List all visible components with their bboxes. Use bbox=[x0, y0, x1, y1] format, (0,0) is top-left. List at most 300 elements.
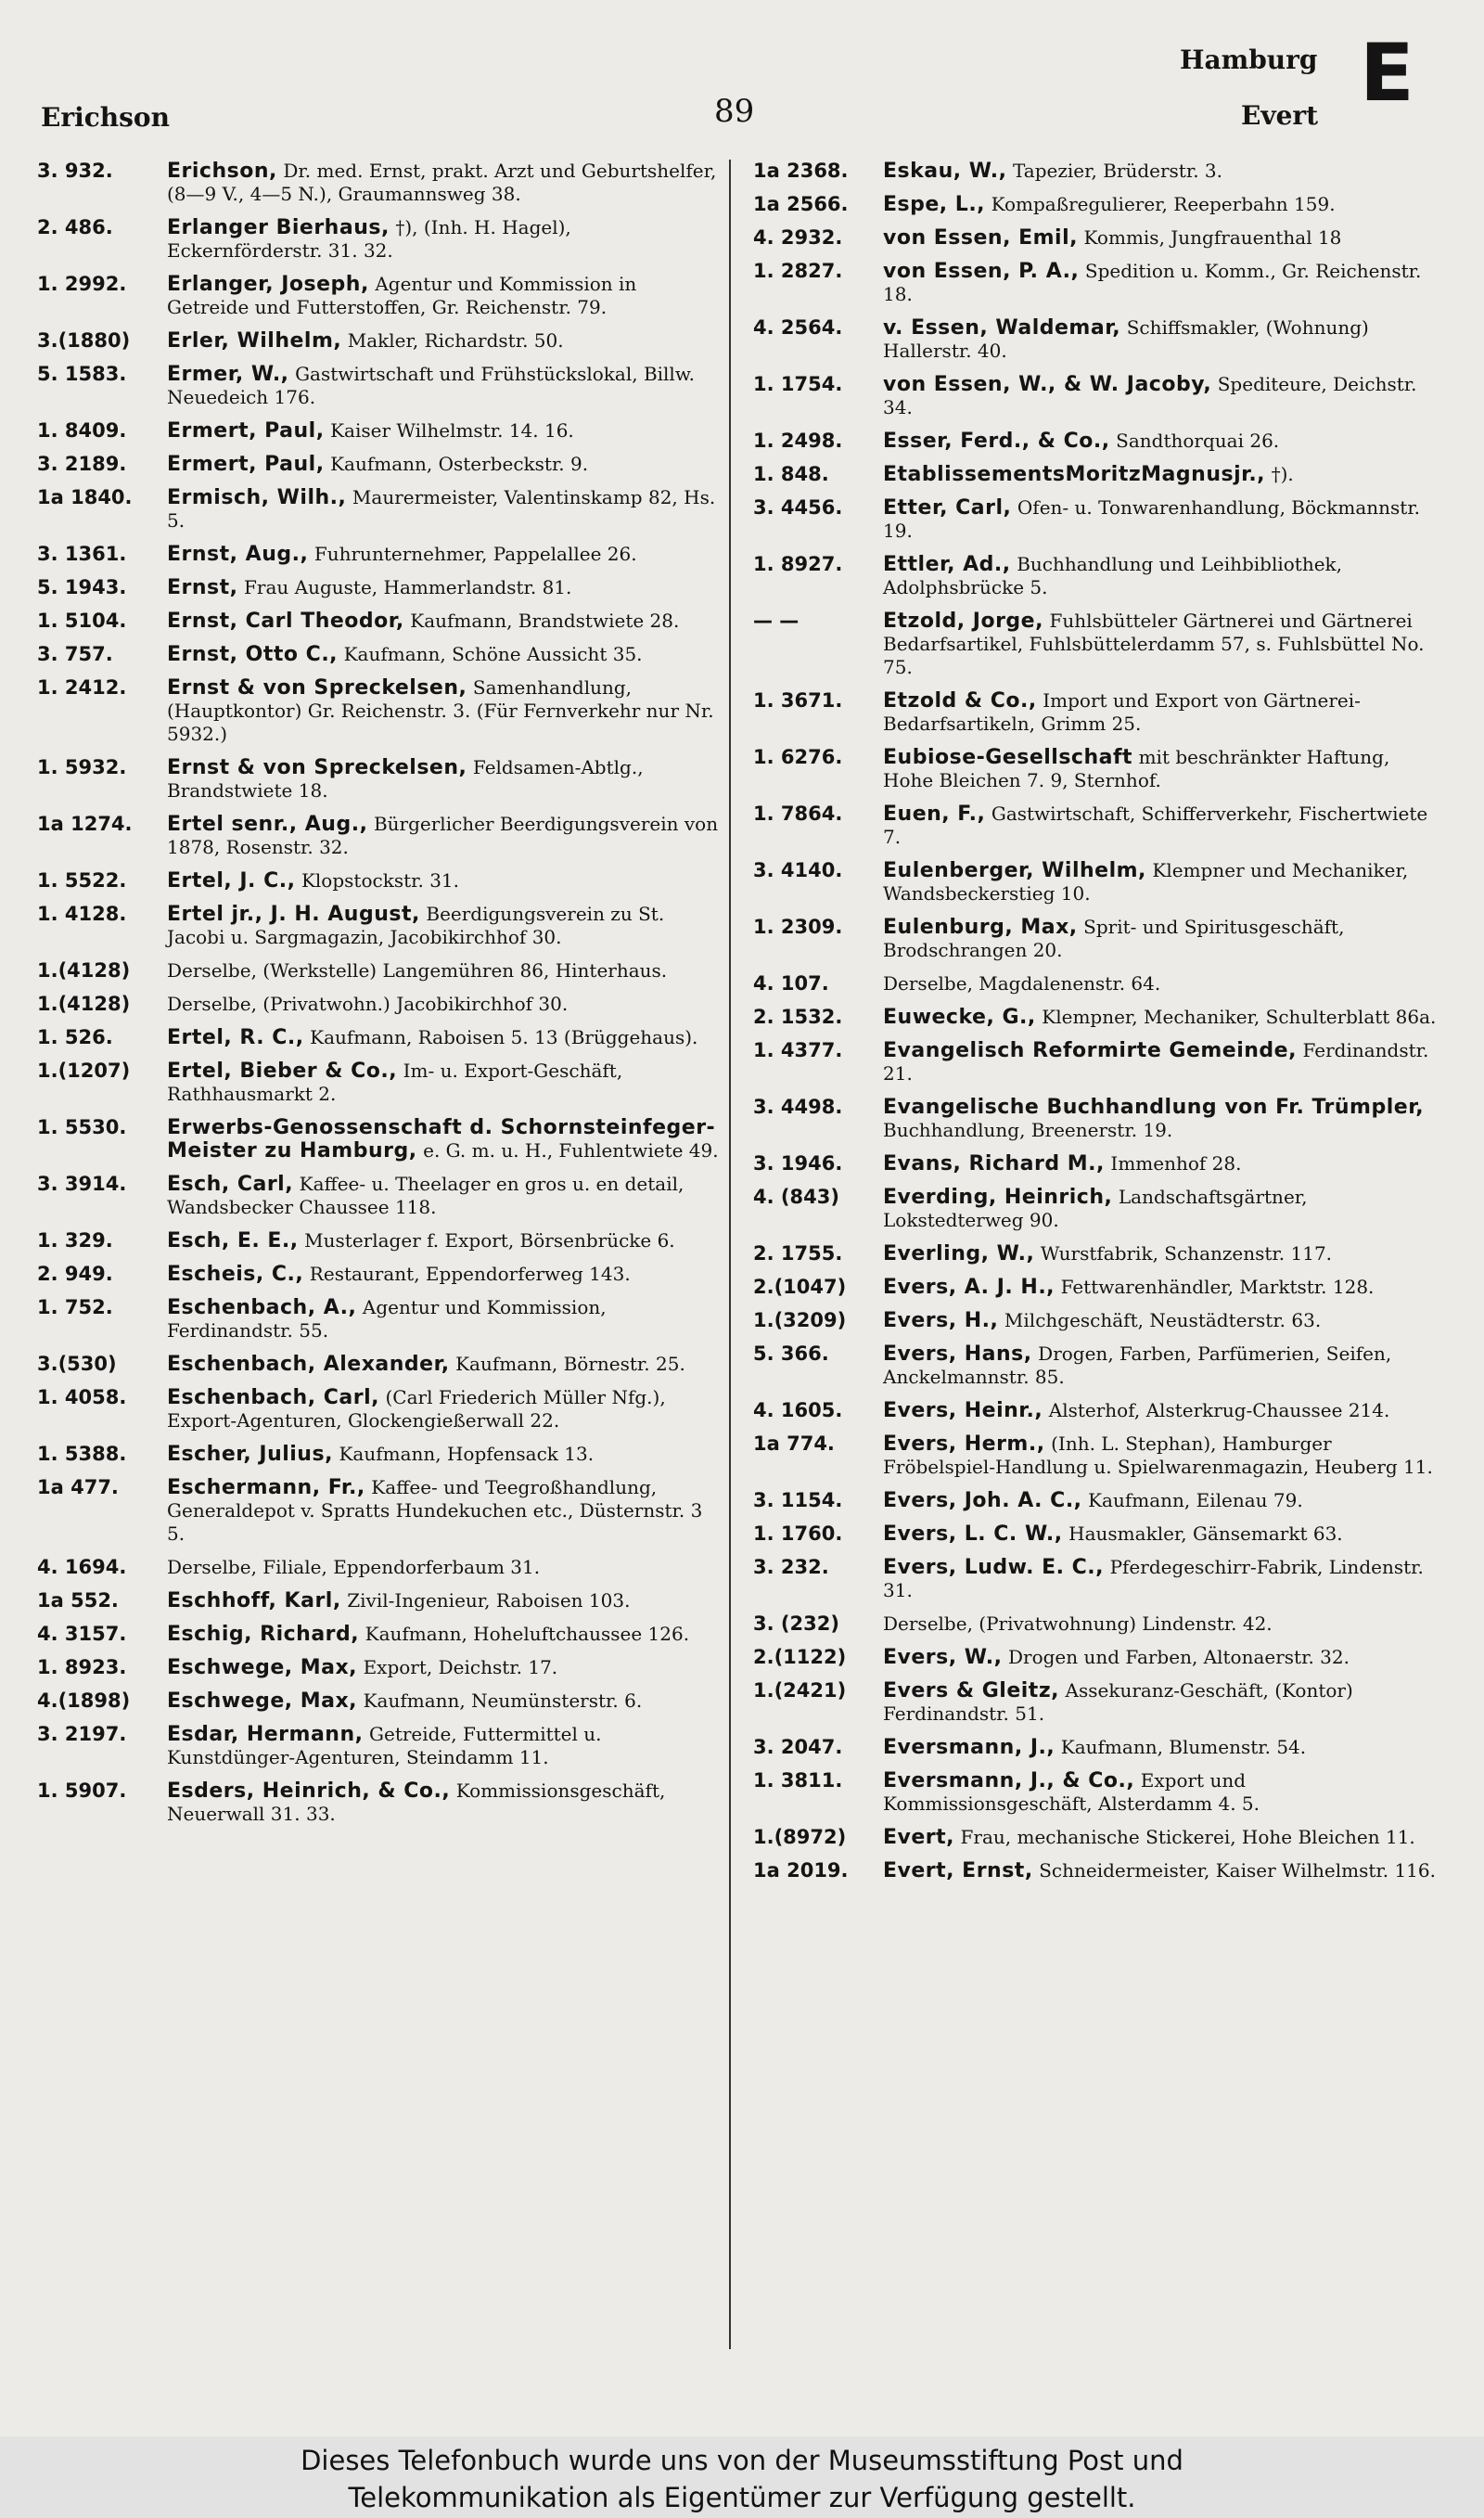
directory-entry bbox=[37, 1779, 723, 1826]
phone-number: 1. 8923. bbox=[37, 1656, 127, 1678]
entry-name: Ernst, bbox=[167, 576, 238, 599]
entry-name: Ermisch, Wilh., bbox=[167, 486, 347, 509]
entry-name: Erwerbs-Genossenschaft d. Schornsteinfeger-Meister zu Hamburg, bbox=[167, 1116, 716, 1163]
directory-entry bbox=[37, 1556, 723, 1579]
directory-entry bbox=[753, 1859, 1439, 1882]
entry-name: Evert, bbox=[883, 1826, 955, 1849]
column-divider bbox=[729, 160, 731, 2349]
phone-number: 3. 3914. bbox=[37, 1173, 127, 1195]
phone-number: 1a 774. bbox=[753, 1432, 835, 1455]
entry-name: Everding, Heinrich, bbox=[883, 1186, 1113, 1209]
phone-number: 4.(1898) bbox=[37, 1689, 131, 1712]
entry-detail: Kaufmann, Hoheluftchaussee 126. bbox=[365, 1623, 690, 1645]
entry-name: Erler, Wilhelm, bbox=[167, 329, 342, 353]
entry-detail: Klempner und Mechaniker, Wandsbeckerstieg 10. bbox=[883, 859, 1409, 905]
entry-name: von Essen, Emil, bbox=[883, 226, 1078, 250]
directory-entry bbox=[753, 1556, 1439, 1602]
entry-name: Evers, H., bbox=[883, 1309, 999, 1332]
entry-detail: Restaurant, Eppendorferweg 143. bbox=[309, 1263, 631, 1285]
phone-number: 3. 932. bbox=[37, 160, 113, 182]
phone-number: 3.(1880) bbox=[37, 329, 131, 352]
phone-number: 4. 1694. bbox=[37, 1556, 127, 1578]
entry-detail: Fuhlsbütteler Gärtnerei und Gärtnerei Bedarfsartikel, Fuhlsbüttelerdamm 57, s. Fuhlsbüttel No. 75. bbox=[883, 610, 1425, 678]
footer-line-2: Telekommunikation als Eigentümer zur Verfügung gestellt. bbox=[348, 2482, 1136, 2513]
directory-entry bbox=[37, 1656, 723, 1679]
entry-name: Ertel, R. C., bbox=[167, 1026, 304, 1049]
entry-detail: Derselbe, (Privatwohnung) Lindenstr. 42. bbox=[883, 1612, 1273, 1635]
phone-number: 3. (232) bbox=[753, 1612, 839, 1635]
entry-detail: Schneidermeister, Kaiser Wilhelmstr. 116. bbox=[1039, 1859, 1436, 1882]
entry-detail: Kaufmann, Eilenau 79. bbox=[1088, 1489, 1303, 1511]
phone-number: 1.(8972) bbox=[753, 1826, 847, 1848]
entry-detail: Schiffsmakler, (Wohnung) Hallerstr. 40. bbox=[883, 316, 1369, 362]
directory-entry bbox=[37, 486, 723, 533]
entry-detail: Getreide, Futtermittel u. Kunstdünger-Agenturen, Steindamm 11. bbox=[167, 1723, 602, 1768]
phone-number: 3. 4140. bbox=[753, 859, 843, 881]
directory-entry bbox=[753, 496, 1439, 543]
phone-number: 1a 1274. bbox=[37, 813, 133, 835]
entry-detail: e. G. m. u. H., Fuhlentwiete 49. bbox=[423, 1139, 719, 1162]
phone-number: 1.(4128) bbox=[37, 993, 131, 1015]
phone-number: 3. 2197. bbox=[37, 1723, 127, 1745]
entry-detail: (Carl Friederich Müller Nfg.), Export-Agenturen, Glockengießerwall 22. bbox=[167, 1386, 666, 1432]
entry-detail: (Inh. L. Stephan), Hamburger Fröbelspiel-Handlung u. Spielwarenmagazin, Heuberg 11. bbox=[883, 1432, 1433, 1478]
entry-name: Euwecke, G., bbox=[883, 1006, 1036, 1029]
directory-entry bbox=[37, 643, 723, 666]
directory-entry bbox=[753, 463, 1439, 486]
directory-entry bbox=[37, 993, 723, 1016]
entry-detail: Wurstfabrik, Schanzenstr. 117. bbox=[1040, 1242, 1333, 1265]
section-letter: E bbox=[1360, 27, 1414, 120]
directory-entry bbox=[37, 1296, 723, 1343]
entry-detail: Kaufmann, Neumünsterstr. 6. bbox=[363, 1689, 643, 1712]
directory-entry bbox=[753, 1769, 1439, 1816]
entry-name: Espe, L., bbox=[883, 193, 986, 216]
directory-entry bbox=[753, 1039, 1439, 1086]
entry-name: Eulenberger, Wilhelm, bbox=[883, 859, 1146, 882]
directory-entry bbox=[37, 1229, 723, 1253]
directory-entry bbox=[753, 1679, 1439, 1726]
directory-entry bbox=[37, 329, 723, 353]
entry-name: Esser, Ferd., & Co., bbox=[883, 430, 1110, 453]
entry-name: Eulenburg, Max, bbox=[883, 916, 1078, 939]
phone-number: 2. 1532. bbox=[753, 1006, 843, 1028]
phone-number: 1.(4128) bbox=[37, 959, 131, 982]
entry-detail: Gastwirtschaft und Frühstückslokal, Billw. Neuedeich 176. bbox=[167, 363, 695, 408]
phone-number: 2.(1047) bbox=[753, 1276, 847, 1298]
phone-number: 4. 2564. bbox=[753, 316, 843, 339]
phone-number: 1. 3811. bbox=[753, 1769, 843, 1792]
directory-entry bbox=[753, 916, 1439, 962]
entry-name: Etzold, Jorge, bbox=[883, 610, 1043, 633]
entry-detail: Kaufmann, Osterbeckstr. 9. bbox=[330, 453, 589, 475]
directory-entry bbox=[753, 1612, 1439, 1636]
phone-number: 1. 8409. bbox=[37, 419, 127, 442]
entry-name: Eubiose-Gesellschaft bbox=[883, 746, 1133, 769]
entry-name: Eschig, Richard, bbox=[167, 1623, 360, 1646]
directory-entry bbox=[753, 553, 1439, 599]
entry-detail: Kaufmann, Börnestr. 25. bbox=[455, 1353, 685, 1375]
entry-name: Ettler, Ad., bbox=[883, 553, 1011, 576]
left-column bbox=[37, 160, 723, 1836]
phone-number: 4. 1605. bbox=[753, 1399, 843, 1421]
phone-number: 1. 2412. bbox=[37, 676, 127, 699]
directory-entry bbox=[37, 1589, 723, 1612]
entry-name: Esch, Carl, bbox=[167, 1173, 294, 1196]
entry-detail: Zivil-Ingenieur, Raboisen 103. bbox=[347, 1589, 631, 1612]
phone-number: 1. 5530. bbox=[37, 1116, 127, 1138]
entry-name: Eschermann, Fr., bbox=[167, 1476, 365, 1499]
entry-name: Evers, W., bbox=[883, 1646, 1003, 1669]
entry-name: Ertel, J. C., bbox=[167, 869, 296, 893]
entry-detail: Agentur und Kommission in Getreide und Futterstoffen, Gr. Reichenstr. 79. bbox=[167, 273, 637, 318]
phone-number: 1. 5907. bbox=[37, 1779, 127, 1802]
entry-detail: †), (Inh. H. Hagel), Eckernförderstr. 31. 32. bbox=[167, 216, 571, 262]
entry-detail: Derselbe, (Privatwohn.) Jacobikirchhof 30. bbox=[167, 993, 569, 1015]
phone-number: 1.(3209) bbox=[753, 1309, 847, 1331]
entry-name: Eschwege, Max, bbox=[167, 1689, 358, 1713]
entry-detail: Klempner, Mechaniker, Schulterblatt 86a. bbox=[1042, 1006, 1437, 1028]
directory-entry bbox=[753, 193, 1439, 216]
entry-name: Esch, E. E., bbox=[167, 1229, 299, 1253]
entry-detail: Klopstockstr. 31. bbox=[301, 869, 459, 892]
phone-number: 1.(2421) bbox=[753, 1679, 847, 1702]
directory-entry bbox=[753, 1522, 1439, 1546]
entry-detail: Bürgerlicher Beerdigungsverein von 1878, Rosenstr. 32. bbox=[167, 813, 719, 858]
phone-number: 1. 4128. bbox=[37, 903, 127, 925]
entry-detail: Import und Export von Gärtnerei-Bedarfsartikeln, Grimm 25. bbox=[883, 689, 1361, 735]
entry-detail: Milchgeschäft, Neustädterstr. 63. bbox=[1004, 1309, 1322, 1331]
entry-name: Ernst, Aug., bbox=[167, 543, 309, 566]
entry-name: Eskau, W., bbox=[883, 160, 1007, 183]
phone-number: 1a 2019. bbox=[753, 1859, 849, 1882]
directory-entry bbox=[37, 160, 723, 206]
phone-number: 4. 3157. bbox=[37, 1623, 127, 1645]
entry-detail: Kaiser Wilhelmstr. 14. 16. bbox=[330, 419, 574, 442]
running-head-first-entry: Erichson bbox=[41, 102, 170, 133]
entry-detail: Beerdigungsverein zu St. Jacobi u. Sargmagazin, Jacobikirchhof 30. bbox=[167, 903, 665, 948]
entry-detail: †). bbox=[1271, 463, 1294, 485]
phone-number: 3. 757. bbox=[37, 643, 113, 665]
phone-number: 1. 1754. bbox=[753, 373, 843, 395]
directory-entry bbox=[37, 813, 723, 859]
entry-name: Escheis, C., bbox=[167, 1263, 304, 1286]
entry-name: Evers, Herm., bbox=[883, 1432, 1045, 1456]
directory-entry bbox=[37, 959, 723, 983]
phone-number: 1a 2566. bbox=[753, 193, 849, 215]
entry-detail: Hausmakler, Gänsemarkt 63. bbox=[1068, 1522, 1343, 1545]
page-number: 89 bbox=[714, 93, 755, 130]
phone-number: 1. 5932. bbox=[37, 756, 127, 778]
phone-number: 1a 2368. bbox=[753, 160, 849, 182]
entry-name: Euen, F., bbox=[883, 803, 986, 826]
entry-detail: Kaufmann, Brandstwiete 28. bbox=[410, 610, 680, 632]
phone-number: 4. 107. bbox=[753, 972, 829, 995]
phone-number: 1. 329. bbox=[37, 1229, 113, 1252]
phone-number: 2.(1122) bbox=[753, 1646, 847, 1668]
entry-detail: Buchhandlung, Breenerstr. 19. bbox=[883, 1119, 1173, 1141]
entry-name: Ertel jr., J. H. August, bbox=[167, 903, 420, 926]
directory-entry bbox=[37, 1060, 723, 1106]
directory-entry bbox=[753, 859, 1439, 906]
directory-entry bbox=[753, 1186, 1439, 1232]
entry-detail: Export, Deichstr. 17. bbox=[363, 1656, 558, 1678]
entry-detail: Drogen und Farben, Altonaerstr. 32. bbox=[1007, 1646, 1350, 1668]
directory-entry bbox=[753, 316, 1439, 363]
directory-entry bbox=[37, 1443, 723, 1466]
phone-number: 3. 232. bbox=[753, 1556, 829, 1578]
directory-entry bbox=[37, 756, 723, 803]
entry-name: Evers & Gleitz, bbox=[883, 1679, 1059, 1702]
entry-detail: Kaufmann, Blumenstr. 54. bbox=[1060, 1736, 1307, 1758]
footer-notice bbox=[0, 2436, 1484, 2518]
entry-name: Eschhoff, Karl, bbox=[167, 1589, 341, 1612]
phone-number: 5. 366. bbox=[753, 1343, 829, 1365]
phone-number: 4. (843) bbox=[753, 1186, 839, 1208]
phone-number: 3. 4456. bbox=[753, 496, 843, 519]
entry-name: Eschenbach, Alexander, bbox=[167, 1353, 450, 1376]
directory-entry bbox=[753, 226, 1439, 250]
directory-entry bbox=[753, 1432, 1439, 1479]
phone-number: 1. 3671. bbox=[753, 689, 843, 712]
entry-detail: Dr. med. Ernst, prakt. Arzt und Geburtshelfer, (8—9 V., 4—5 N.), Graumannsweg 38. bbox=[167, 160, 717, 205]
phone-number: 5. 1583. bbox=[37, 363, 127, 385]
entry-name: Erlanger, Joseph, bbox=[167, 273, 369, 296]
directory-entry bbox=[753, 1399, 1439, 1422]
phone-number: 1. 5522. bbox=[37, 869, 127, 892]
entry-detail: Spediteure, Deichstr. 34. bbox=[883, 373, 1417, 418]
directory-entry bbox=[37, 453, 723, 476]
entry-name: Evers, Heinr., bbox=[883, 1399, 1043, 1422]
directory-entry bbox=[37, 1026, 723, 1049]
directory-entry bbox=[753, 689, 1439, 736]
phone-number: 1. 752. bbox=[37, 1296, 113, 1318]
phone-number: 1. 526. bbox=[37, 1026, 113, 1048]
entry-detail: Alsterhof, Alsterkrug-Chaussee 214. bbox=[1048, 1399, 1390, 1421]
entry-detail: Drogen, Farben, Parfümerien, Seifen, Anckelmannstr. 85. bbox=[883, 1343, 1392, 1388]
entry-name: Eversmann, J., bbox=[883, 1736, 1055, 1759]
entry-name: Erichson, bbox=[167, 160, 277, 183]
phone-number: 1. 1760. bbox=[753, 1522, 843, 1545]
entry-detail: Maurermeister, Valentinskamp 82, Hs. 5. bbox=[167, 486, 716, 532]
directory-entry bbox=[753, 1646, 1439, 1669]
entry-detail: mit beschränkter Haftung, Hohe Bleichen 7. 9, Sternhof. bbox=[883, 746, 1390, 791]
entry-name: Ertel, Bieber & Co., bbox=[167, 1060, 398, 1083]
entry-name: Ernst & von Spreckelsen, bbox=[167, 676, 467, 700]
entry-name: Eschwege, Max, bbox=[167, 1656, 358, 1679]
entry-detail: Feldsamen-Abtlg., Brandstwiete 18. bbox=[167, 756, 644, 802]
entry-detail: Export und Kommissionsgeschäft, Alsterdamm 4. 5. bbox=[883, 1769, 1260, 1815]
phone-number: 1. 2992. bbox=[37, 273, 127, 295]
directory-entry bbox=[37, 869, 723, 893]
phone-number: 1. 2309. bbox=[753, 916, 843, 938]
directory-entry bbox=[37, 1173, 723, 1219]
directory-entry bbox=[753, 160, 1439, 183]
phone-number: 4. 2932. bbox=[753, 226, 843, 249]
entry-name: Ermer, W., bbox=[167, 363, 289, 386]
entry-name: Everling, W., bbox=[883, 1242, 1035, 1265]
phone-number: 1. 2827. bbox=[753, 260, 843, 282]
directory-entry bbox=[753, 803, 1439, 849]
entry-detail: Immenhof 28. bbox=[1110, 1152, 1242, 1175]
entry-name: Evers, A. J. H., bbox=[883, 1276, 1055, 1299]
directory-entry bbox=[753, 1006, 1439, 1029]
directory-entry bbox=[753, 430, 1439, 453]
entry-name: Escher, Julius, bbox=[167, 1443, 333, 1466]
phone-number: 2. 1755. bbox=[753, 1242, 843, 1265]
directory-entry bbox=[37, 1386, 723, 1432]
directory-entry bbox=[37, 1353, 723, 1376]
entry-name: v. Essen, Waldemar, bbox=[883, 316, 1121, 340]
entry-name: EtablissementsMoritzMagnusjr., bbox=[883, 463, 1266, 486]
entry-detail: Samenhandlung, (Hauptkontor) Gr. Reichenstr. 3. (Für Fernverkehr nur Nr. 5932.) bbox=[167, 676, 714, 745]
entry-name: Etzold & Co., bbox=[883, 689, 1037, 713]
directory-entry bbox=[37, 363, 723, 409]
footer-line-1: Dieses Telefonbuch wurde uns von der Museumsstiftung Post und bbox=[301, 2445, 1183, 2476]
entry-detail: Fuhrunternehmer, Pappelallee 26. bbox=[313, 543, 637, 565]
entry-name: Evert, Ernst, bbox=[883, 1859, 1033, 1882]
entry-detail: Buchhandlung und Leihbibliothek, Adolphsbrücke 5. bbox=[883, 553, 1343, 598]
phone-number: 1.(1207) bbox=[37, 1060, 131, 1082]
entry-detail: Pferdegeschirr-Fabrik, Lindenstr. 31. bbox=[883, 1556, 1424, 1601]
entry-name: Ertel senr., Aug., bbox=[167, 813, 368, 836]
phone-number: 2. 486. bbox=[37, 216, 113, 238]
entry-detail: Kaufmann, Schöne Aussicht 35. bbox=[343, 643, 643, 665]
phone-number: 1a 552. bbox=[37, 1589, 119, 1612]
entry-name: Eversmann, J., & Co., bbox=[883, 1769, 1135, 1792]
phone-number: 1. 6276. bbox=[753, 746, 843, 768]
running-head-last-entry: Evert bbox=[1241, 100, 1319, 131]
phone-number: 3. 2047. bbox=[753, 1736, 843, 1758]
entry-detail: Makler, Richardstr. 50. bbox=[347, 329, 564, 352]
phone-number: 1. 8927. bbox=[753, 553, 843, 575]
phone-number: 1. 4058. bbox=[37, 1386, 127, 1408]
entry-detail: Spedition u. Komm., Gr. Reichenstr. 18. bbox=[883, 260, 1422, 305]
directory-entry bbox=[37, 676, 723, 746]
phone-number: 3. 1154. bbox=[753, 1489, 843, 1511]
directory-entry bbox=[37, 1476, 723, 1546]
directory-entry bbox=[753, 1343, 1439, 1389]
entry-name: Evers, Ludw. E. C., bbox=[883, 1556, 1105, 1579]
directory-entry bbox=[37, 273, 723, 319]
entry-detail: Fettwarenhändler, Marktstr. 128. bbox=[1060, 1276, 1375, 1298]
phone-number: 3. 1946. bbox=[753, 1152, 843, 1175]
entry-detail: Ferdinandstr. 21. bbox=[883, 1039, 1429, 1085]
entry-name: Ermert, Paul, bbox=[167, 419, 325, 443]
entry-detail: Kaufmann, Raboisen 5. 13 (Brüggehaus). bbox=[310, 1026, 698, 1048]
entry-name: Evangelisch Reformirte Gemeinde, bbox=[883, 1039, 1297, 1062]
phone-number: 1. 7864. bbox=[753, 803, 843, 825]
directory-entry bbox=[37, 1116, 723, 1163]
entry-name: von Essen, P. A., bbox=[883, 260, 1080, 283]
phone-number: 3. 1361. bbox=[37, 543, 127, 565]
entry-detail: Kaufmann, Hopfensack 13. bbox=[339, 1443, 595, 1465]
directory-entry bbox=[753, 1489, 1439, 1512]
entry-detail: Gastwirtschaft, Schifferverkehr, Fischertwiete 7. bbox=[883, 803, 1428, 848]
directory-entry bbox=[37, 1723, 723, 1769]
entry-name: Etter, Carl, bbox=[883, 496, 1012, 520]
entry-detail: Landschaftsgärtner, Lokstedterweg 90. bbox=[883, 1186, 1308, 1231]
entry-detail: Tapezier, Brüderstr. 3. bbox=[1013, 160, 1222, 182]
directory-entry bbox=[37, 419, 723, 443]
entry-detail: Frau Auguste, Hammerlandstr. 81. bbox=[244, 576, 572, 598]
directory-entry bbox=[753, 1276, 1439, 1299]
entry-name: Erlanger Bierhaus, bbox=[167, 216, 390, 239]
entry-name: Ernst, Carl Theodor, bbox=[167, 610, 404, 633]
phone-number: 1a 1840. bbox=[37, 486, 133, 508]
phone-number: 1. 5104. bbox=[37, 610, 127, 632]
entry-detail: Agentur und Kommission, Ferdinandstr. 55. bbox=[167, 1296, 607, 1342]
phone-number: 1. 2498. bbox=[753, 430, 843, 452]
directory-entry bbox=[753, 1096, 1439, 1142]
phone-number: 1. 5388. bbox=[37, 1443, 127, 1465]
directory-entry bbox=[37, 1689, 723, 1713]
phone-number: 1a 477. bbox=[37, 1476, 119, 1498]
entry-detail: Kaffee- u. Theelager en gros u. en detail, Wandsbecker Chaussee 118. bbox=[167, 1173, 684, 1218]
directory-entry bbox=[37, 610, 723, 633]
phone-number: 3. 4498. bbox=[753, 1096, 843, 1118]
entry-detail: Kommissionsgeschäft, Neuerwall 31. 33. bbox=[167, 1779, 666, 1825]
entry-name: Eschenbach, Carl, bbox=[167, 1386, 379, 1409]
directory-entry bbox=[753, 972, 1439, 996]
directory-entry bbox=[753, 260, 1439, 306]
directory-entry bbox=[753, 1826, 1439, 1849]
entry-name: Evans, Richard M., bbox=[883, 1152, 1105, 1175]
phone-number: 3. 2189. bbox=[37, 453, 127, 475]
entry-name: Evers, L. C. W., bbox=[883, 1522, 1063, 1546]
entry-detail: Frau, mechanische Stickerei, Hohe Bleichen 11. bbox=[960, 1826, 1415, 1848]
directory-entry bbox=[37, 1623, 723, 1646]
directory-entry bbox=[753, 373, 1439, 419]
entry-name: Evangelische Buchhandlung von Fr. Trümpler, bbox=[883, 1096, 1425, 1119]
entry-detail: Sprit- und Spiritusgeschäft, Brodschrangen 20. bbox=[883, 916, 1345, 961]
entry-detail: Musterlager f. Export, Börsenbrücke 6. bbox=[304, 1229, 675, 1252]
directory-entry bbox=[753, 610, 1439, 679]
directory-entry bbox=[37, 216, 723, 263]
directory-entry bbox=[37, 576, 723, 599]
entry-detail: Sandthorquai 26. bbox=[1116, 430, 1280, 452]
entry-name: Esders, Heinrich, & Co., bbox=[167, 1779, 451, 1803]
phone-number: 1. 848. bbox=[753, 463, 829, 485]
entry-detail: Assekuranz-Geschäft, (Kontor) Ferdinandstr. 51. bbox=[883, 1679, 1353, 1725]
directory-entry bbox=[37, 903, 723, 949]
directory-entry bbox=[753, 1152, 1439, 1175]
entry-detail: Derselbe, Magdalenenstr. 64. bbox=[883, 972, 1161, 995]
entry-detail: Im- u. Export-Geschäft, Rathhausmarkt 2. bbox=[167, 1060, 623, 1105]
directory-entry bbox=[753, 746, 1439, 792]
entry-detail: Ofen- u. Tonwarenhandlung, Böckmannstr. 19. bbox=[883, 496, 1421, 542]
entry-detail: Derselbe, Filiale, Eppendorferbaum 31. bbox=[167, 1556, 541, 1578]
directory-entry bbox=[753, 1736, 1439, 1759]
entry-detail: Kommis, Jungfrauenthal 18 bbox=[1083, 226, 1342, 249]
entry-name: Ernst, Otto C., bbox=[167, 643, 339, 666]
entry-name: Ernst & von Spreckelsen, bbox=[167, 756, 467, 779]
phone-number: 1. 4377. bbox=[753, 1039, 843, 1061]
directory-entry bbox=[753, 1242, 1439, 1265]
entry-name: Eschenbach, A., bbox=[167, 1296, 357, 1319]
entry-name: von Essen, W., & W. Jacoby, bbox=[883, 373, 1212, 396]
entry-name: Evers, Hans, bbox=[883, 1343, 1032, 1366]
entry-detail: Derselbe, (Werkstelle) Langemühren 86, Hinterhaus. bbox=[167, 959, 668, 982]
entry-detail: Kompaßregulierer, Reeperbahn 159. bbox=[991, 193, 1336, 215]
entry-name: Ermert, Paul, bbox=[167, 453, 325, 476]
running-head-city: Hamburg bbox=[1180, 45, 1318, 75]
entry-detail: Kaffee- und Teegroßhandlung, Generaldepot v. Spratts Hundekuchen etc., Düsternstr. 3 5. bbox=[167, 1476, 703, 1545]
directory-entry bbox=[37, 1263, 723, 1286]
entry-name: Esdar, Hermann, bbox=[167, 1723, 364, 1746]
right-column bbox=[753, 160, 1439, 1893]
directory-entry bbox=[37, 543, 723, 566]
